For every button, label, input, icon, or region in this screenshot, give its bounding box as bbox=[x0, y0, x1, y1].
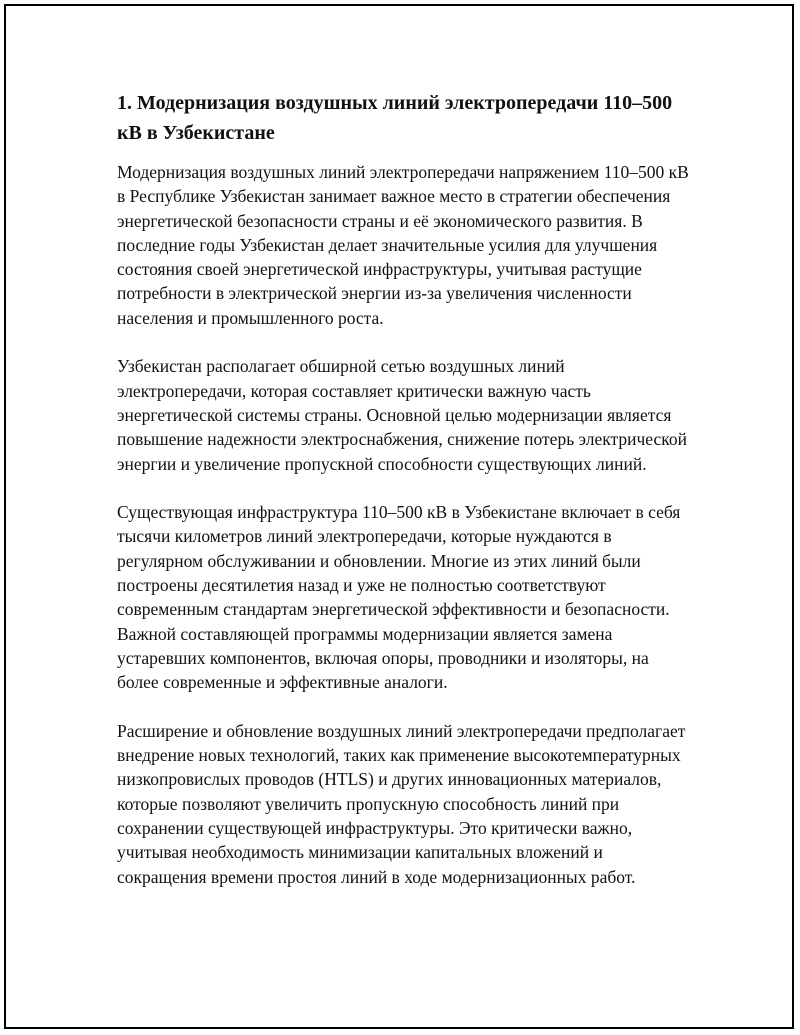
paragraph-1: Модернизация воздушных линий электропередачи напряжением 110–500 кВ в Республике Узбекистан занимает важное место в стратегии обеспечения энергетической безопасности страны и её экономического развития. В последние годы Узбекистан делает значительные усилия для улучшения состояния своей энергетической инфраструктуры, учитывая растущие потребности в электрической энергии из-за увеличения численности населения и промышленного роста. bbox=[117, 162, 689, 328]
paragraph-4: Расширение и обновление воздушных линий электропередачи предполагает внедрение новых технологий, таких как применение высокотемпературных низкопровислых проводов (HTLS) и других инновационных материалов, которые позволяют увеличить пропускную способность линий при сохранении существующей инфраструктуры. Это критически важно, учитывая необходимость минимизации капитальных вложений и сокращения времени простоя линий в ходе модернизационных работ. bbox=[117, 720, 686, 887]
document-body bbox=[117, 88, 692, 913]
paragraph-2: Узбекистан располагает обширной сетью воздушных линий электропередачи, которая составляет критически важную часть энергетической системы страны. Основной целью модернизации является повышение надежности электроснабжения, снижение потерь электрической энергии и увеличение пропускной способности существующих линий. bbox=[117, 356, 687, 474]
section-title: 1. Модернизация воздушных линий электропередачи 110–500 кВ в Узбекистане bbox=[117, 92, 673, 144]
paragraph-3: Существующая инфраструктура 110–500 кВ в Узбекистане включает в себя тысячи километров линий электропередачи, которые нуждаются в регулярном обслуживании и обновлении. Многие из этих линий были построены десятилетия назад и уже не полностью соответствуют современным стандартам энергетической эффективности и безопасности. Важной составляющей программы модернизации является замена устаревших компонентов, включая опоры, проводники и изоляторы, на более современные и эффективные аналоги. bbox=[117, 502, 681, 693]
